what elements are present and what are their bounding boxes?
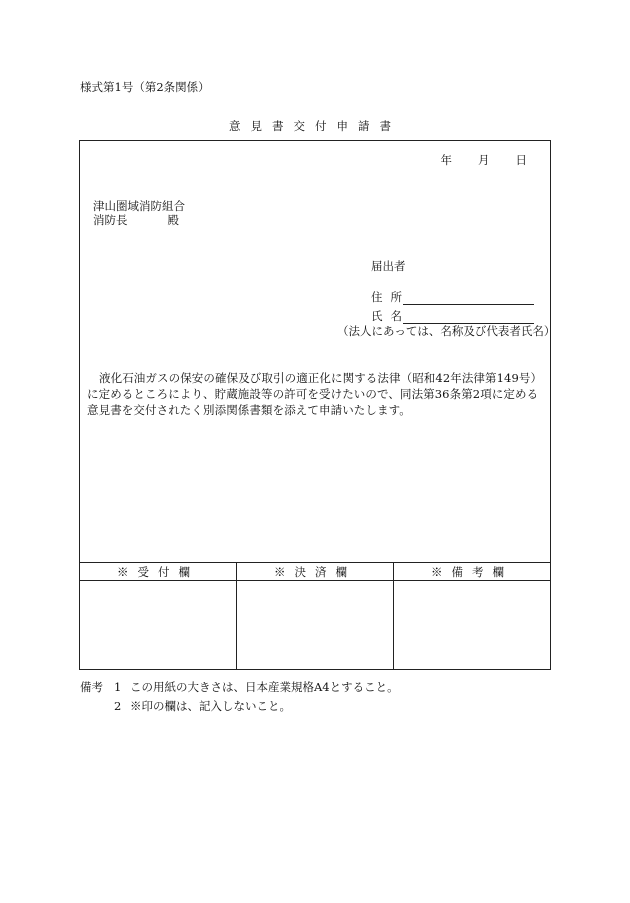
reception-cell [80, 581, 237, 670]
note-text: ※印の欄は、記入しないこと。 [130, 699, 291, 713]
address-label: 住所 [371, 290, 410, 304]
note-number: 2 [114, 699, 122, 713]
date-year: 年 [440, 153, 452, 167]
remarks-column-header: ※備考欄 [394, 563, 551, 581]
approval-column-header: ※決済欄 [237, 563, 394, 581]
approval-cell [237, 581, 394, 670]
name-label: 氏名 [371, 309, 410, 323]
notes-label: 備考 [80, 680, 103, 694]
addressee-honorific: 殿 [167, 213, 179, 227]
remarks-cell [394, 581, 551, 670]
application-body-text: 液化石油ガスの保安の確保及び取引の適正化に関する法律（昭和42年法律第149号）に定めるところにより、貯蔵施設等の許可を受けたいので、同法第36条第2項に定める意見書を交付されたく別添関係書類を添えて申請いたします。 [87, 371, 543, 417]
form-number-label: 様式第1号（第2条関係） [80, 80, 210, 94]
date-month: 月 [478, 153, 490, 167]
address-underline [403, 304, 534, 305]
addressee-title: 消防長 [93, 213, 128, 227]
form-title: 意見書交付申請書 [229, 119, 401, 133]
note-item [114, 680, 399, 694]
address-field[interactable] [371, 292, 410, 304]
note-text: この用紙の大きさは、日本産業規格A4とすること。 [130, 680, 399, 694]
note-item [114, 699, 291, 713]
addressee-chief [93, 215, 179, 227]
office-use-table [79, 562, 551, 670]
date-line [415, 155, 528, 167]
reception-column-header: ※受付欄 [80, 563, 237, 581]
date-day: 日 [515, 153, 527, 167]
form-frame [79, 140, 556, 670]
name-field[interactable] [371, 311, 410, 323]
note-number: 1 [114, 680, 122, 694]
addressee-org: 津山圏域消防組合 [93, 199, 185, 213]
corporate-note: （法人にあっては、名称及び代表者氏名） [337, 324, 556, 338]
applicant-label: 届出者 [371, 259, 406, 273]
